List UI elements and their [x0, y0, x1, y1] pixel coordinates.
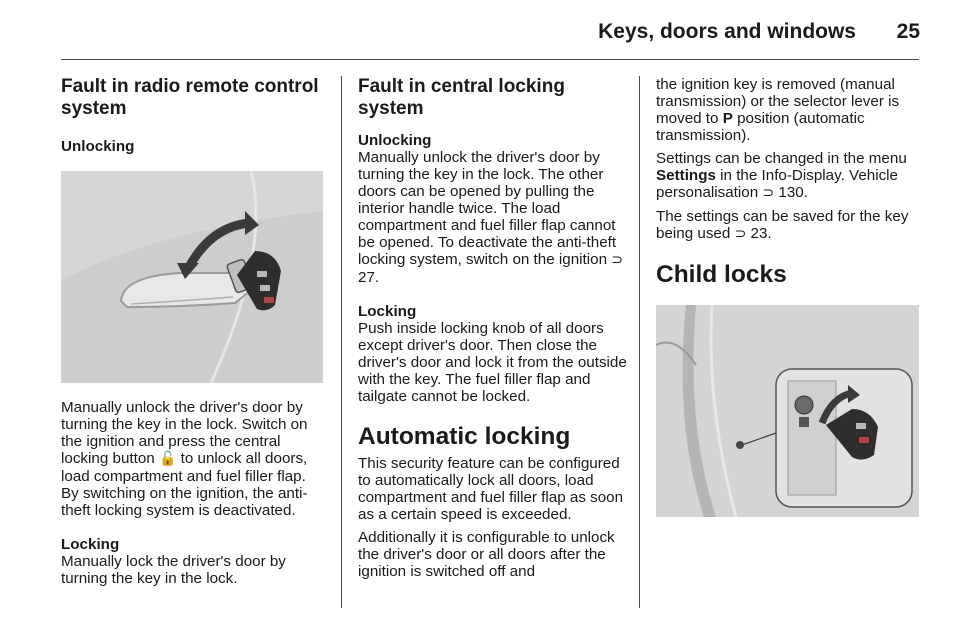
continued-text: the ignition key is removed (manual transmission) or the selector lever is moved to — [656, 76, 900, 127]
locking-text: Manually lock the driver's door by turning the key in the lock. — [61, 553, 286, 587]
unlocking-text-continued: to unlock all doors, load compartment and fuel filler flap. By switching on the ignition, the anti-theft locking system is deactivated. — [61, 450, 308, 519]
column-1 — [61, 76, 326, 587]
unlocking-text: Manually unlock the driver's door by turning the key in the lock. Switch on the ignition and press the central locking button — [61, 399, 308, 467]
unlocking-subheading: Unlocking — [358, 132, 432, 149]
section-heading-automatic-locking: Automatic locking — [358, 423, 571, 450]
column-divider-2 — [639, 76, 640, 608]
unlocking-subheading: Unlocking — [61, 138, 135, 155]
settings-text-continued: in the Info-Display. Vehicle personalisation — [656, 167, 898, 201]
child-lock-illustration — [656, 305, 919, 517]
settings-text: Settings can be changed in the menu — [656, 150, 907, 167]
locking-text: Push inside locking knob of all doors except driver's door. Then close the driver's door and lock it from the outside with the key. The fuel filler flap and tailgate cannot be locked. — [358, 320, 627, 405]
settings-menu-label: Settings — [656, 167, 716, 184]
page-reference-icon: ⊃ — [734, 226, 747, 242]
page-reference-icon: ⊃ — [762, 185, 775, 201]
door-handle-key-illustration — [61, 171, 323, 383]
header-divider — [61, 59, 919, 60]
page-reference-icon: ⊃ — [611, 252, 623, 268]
locking-subheading: Locking — [61, 536, 120, 553]
locking-subheading: Locking — [358, 303, 417, 320]
section-heading-central-locking-fault: Fault in central locking system — [358, 76, 565, 119]
page-reference: 27. — [358, 269, 380, 286]
unlocking-text: Manually unlock the driver's door by turning the key in the lock. The other doors can be opened by pulling the interior handle twice. The load compartment and fuel filler flap cannot be opened. To deactivate the anti-theft locking system, switch on the ignition — [358, 149, 617, 268]
selector-position-label: P — [722, 110, 733, 127]
automatic-locking-text: This security feature can be configured to automatically lock all doors, load compartment and fuel filler flap as soon as a certain speed is exceeded. — [358, 455, 624, 523]
page-number: 25 — [896, 20, 920, 43]
section-heading-radio-remote-fault: Fault in radio remote control system — [61, 76, 319, 119]
unlock-button-icon: 🔓 — [158, 451, 177, 467]
column-3 — [656, 76, 924, 517]
continued-text-end: position (automatic transmission). — [656, 110, 865, 144]
saved-settings-text: The settings can be saved for the key being used — [656, 208, 909, 242]
page-reference: 23. — [750, 225, 772, 242]
section-heading-child-locks: Child locks — [656, 261, 787, 288]
column-divider-1 — [341, 76, 342, 608]
page-header-title: Keys, doors and windows — [598, 20, 856, 43]
automatic-locking-text-2: Additionally it is configurable to unlock the driver's door or all doors after the ignition is switched off and — [358, 529, 615, 580]
column-2 — [358, 76, 628, 580]
page-reference: 130. — [778, 184, 808, 201]
